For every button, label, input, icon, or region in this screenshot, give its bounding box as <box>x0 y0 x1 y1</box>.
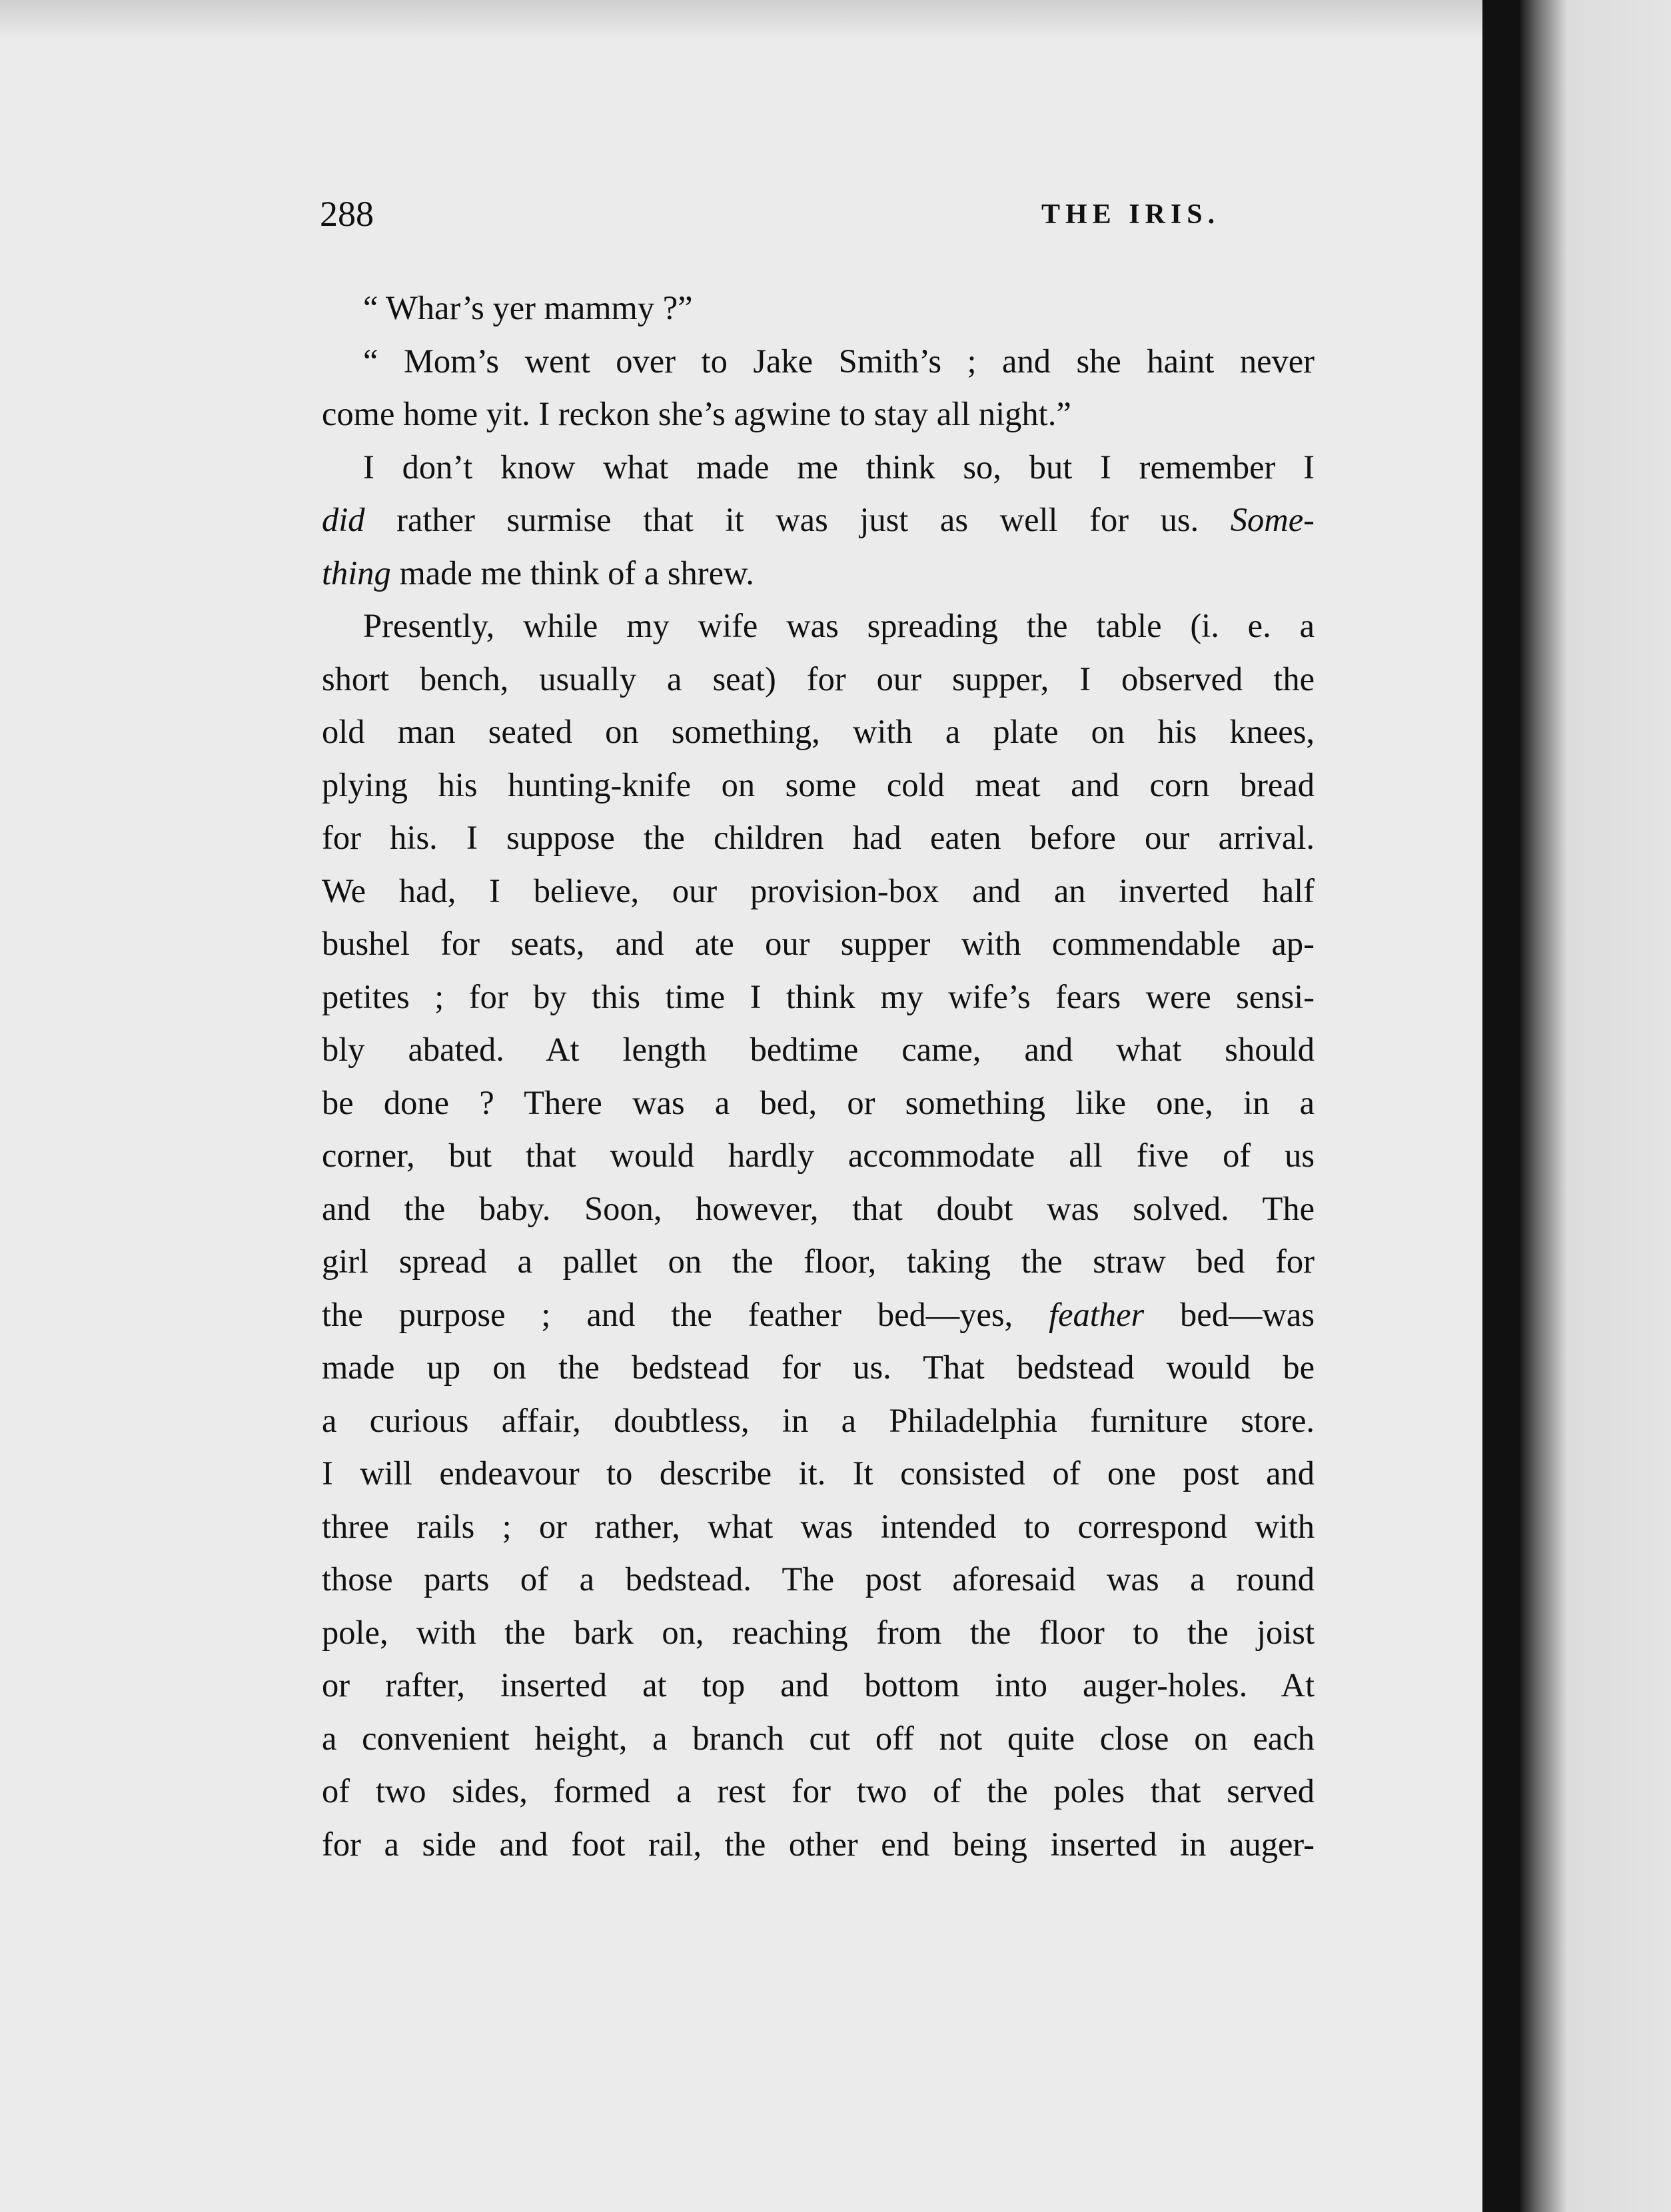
text-line: pole, with the bark on, reaching from the floor to the joist <box>322 1613 1315 1651</box>
text-line: I will endeavour to describe it. It consisted of one post and <box>322 1454 1315 1492</box>
text-line: Presently, while my wife was spreading the table (i. e. a <box>363 607 1315 644</box>
italic-word: thing <box>322 554 391 592</box>
body-text <box>322 282 1315 1871</box>
text-line: a convenient height, a branch cut off not quite close on each <box>322 1719 1315 1757</box>
text-line: plying his hunting-knife on some cold meat and corn bread <box>322 766 1315 804</box>
text-line: the purpose ; and the feather bed—yes, feather bed—was <box>322 1295 1315 1333</box>
running-title: THE IRIS. <box>1041 199 1221 230</box>
page-number: 288 <box>320 194 374 234</box>
text-line: old man seated on something, with a plate on his knees, <box>322 713 1315 750</box>
facing-page-edge <box>1520 0 1671 2212</box>
text-line: three rails ; or rather, what was intended to correspond with <box>322 1507 1315 1545</box>
italic-word: did <box>322 501 365 538</box>
page-gutter <box>1482 0 1520 2212</box>
text-line: bly abated. At length bedtime came, and what should <box>322 1031 1315 1068</box>
italic-word: feather <box>1049 1295 1145 1333</box>
text-line: did rather surmise that it was just as well for us. Some- <box>322 501 1315 538</box>
text-line: for a side and foot rail, the other end being inserted in auger- <box>322 1825 1315 1863</box>
text-line: those parts of a bedstead. The post aforesaid was a round <box>322 1560 1315 1598</box>
text-line: be done ? There was a bed, or something like one, in a <box>322 1083 1315 1121</box>
text-line: We had, I believe, our provision-box and an inverted half <box>322 871 1315 909</box>
text-line: petites ; for by this time I think my wife’s fears were sensi- <box>322 977 1315 1015</box>
text-line: thing made me think of a shrew. <box>322 554 754 592</box>
text-line: come home yit. I reckon she’s agwine to stay all night.” <box>322 395 1071 432</box>
text-line: girl spread a pallet on the floor, taking the straw bed for <box>322 1243 1315 1280</box>
text-line: I don’t know what made me think so, but I remember I <box>363 448 1315 486</box>
text-line: a curious affair, doubtless, in a Philadelphia furniture store. <box>322 1401 1315 1439</box>
text-line: “ Whar’s yer mammy ?” <box>363 289 693 326</box>
text-line: “ Mom’s went over to Jake Smith’s ; and she haint never <box>363 342 1315 380</box>
text-line: made up on the bedstead for us. That bedstead would be <box>322 1349 1315 1386</box>
text-line: for his. I suppose the children had eaten before our arrival. <box>322 819 1315 856</box>
text-line: and the baby. Soon, however, that doubt was solved. The <box>322 1189 1315 1227</box>
text-line: short bench, usually a seat) for our supper, I observed the <box>322 660 1315 698</box>
text-line: of two sides, formed a rest for two of the poles that served <box>322 1772 1315 1810</box>
text-line: or rafter, inserted at top and bottom into auger-holes. At <box>322 1666 1315 1704</box>
italic-word: Some- <box>1230 501 1315 538</box>
page-header <box>320 193 1319 247</box>
text-line: bushel for seats, and ate our supper with commendable ap- <box>322 925 1315 962</box>
text-line: corner, but that would hardly accommodate all five of us <box>322 1137 1315 1174</box>
